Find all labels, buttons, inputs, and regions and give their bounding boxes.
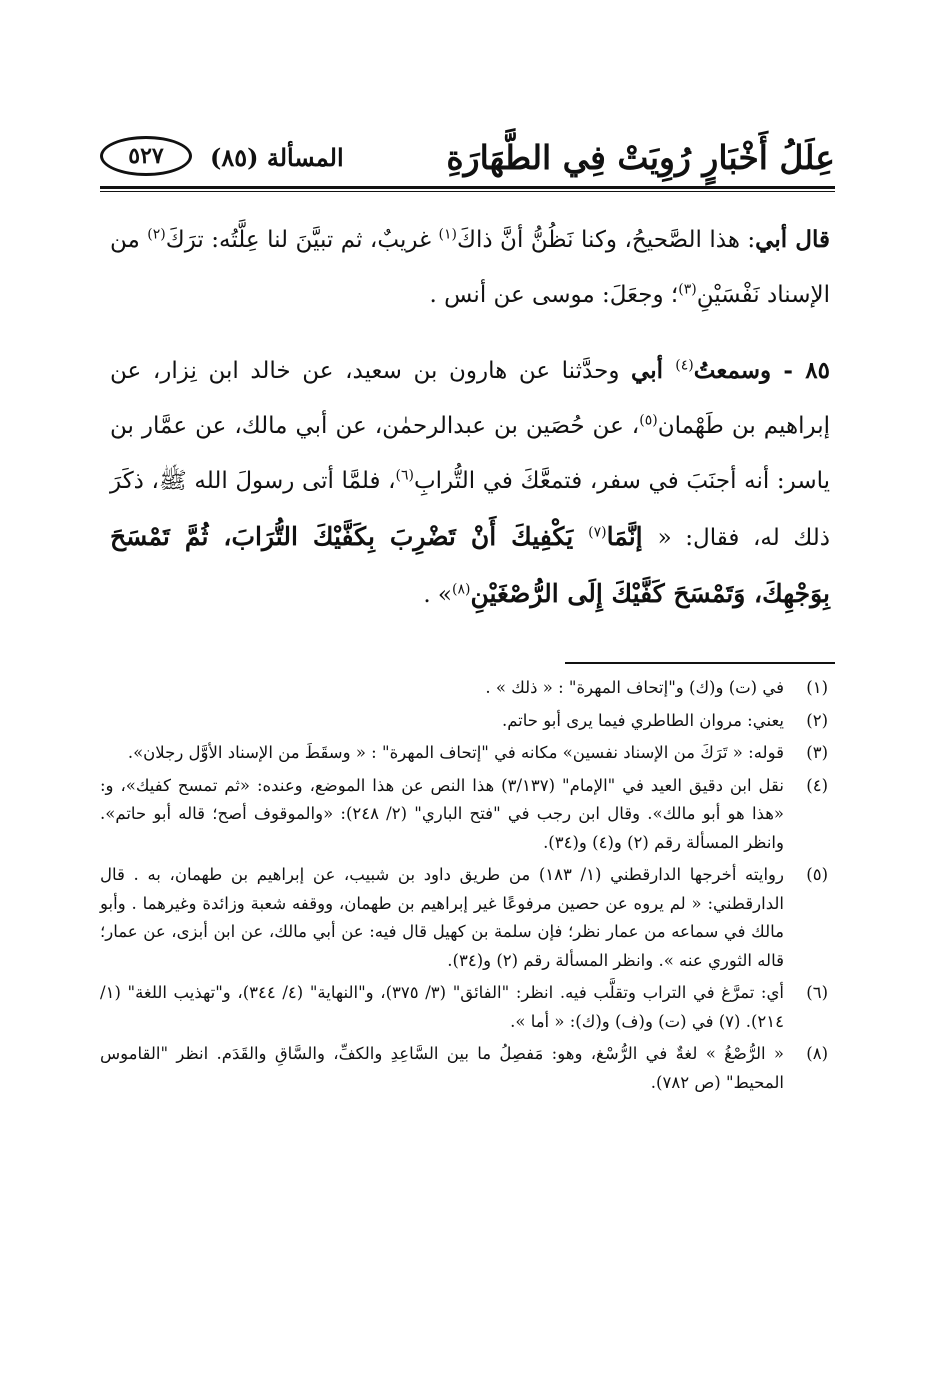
running-header [100, 134, 835, 186]
footnote-rule [565, 662, 835, 664]
paragraph-1-text: : هذا الصَّحيحُ، وكنا نَظُنُّ أنَّ ذاكَ [457, 227, 756, 253]
footnote-ref-5: (٥) [639, 412, 658, 429]
footnote-1 [100, 674, 828, 703]
paragraph-2-text: وحدَّثنا عن هارون بن سعيد، عن خالد ابن نِزار، عن إبراهيم بن طَهْمان [110, 358, 830, 439]
paragraph-2 [110, 343, 830, 623]
hadith-text-2: يَكْفِيكَ أَنْ تَضْرِبَ بِكَفَّيْكَ التُّرَابَ، ثُمَّ تَمْسَحَ بِوَجْهِكَ، وَتَمْسَحَ كَفَّيْكَ إِلَى الرُّصْغَيْنِ [110, 522, 830, 608]
issue-number-lead: ٨٥ - وسمعتُ [693, 357, 830, 384]
footnote-ref-4: (٤) [675, 357, 694, 374]
paragraph-1-lead: قال أبي [755, 226, 831, 253]
footnote-ref-3: (٣) [678, 281, 697, 298]
footnote-number: (٨) [806, 1044, 828, 1063]
issue-label: المسألة (٨٥) [210, 143, 344, 172]
paragraph-1-text-3: من الإسناد نَفْسَيْنِ [110, 227, 830, 308]
paragraph-1-text-4: ؛ وجعَلَ: موسى عن أنس . [429, 282, 679, 308]
footnote-text: نقل ابن دقيق العيد في "الإمام" (٣/١٣٧) هذا النص عن هذا الموضع، وعنده: «ثم تمسح كفيك»، و: «هذا هو أبو مالك». وقال ابن رجب في "فتح الباري" (٢/ ٢٤٨): «والموقوف أصح؛ قاله أبو حاتم». وانظر المسألة رقم (٢) و(٤) و(٣٤). [100, 775, 785, 852]
footnote-4 [100, 772, 828, 858]
footnote-text: قوله: « تَرَكَ من الإسناد نفسين» مكانه في "إتحاف المهرة" : « وسقَطَ من الإسناد الأوَّل رجلان». [127, 743, 784, 762]
footnote-number: (٢) [806, 710, 828, 730]
footnote-ref-7: (٧) [588, 524, 607, 541]
footnote-number: (٣) [806, 743, 828, 762]
footnote-number: (٤) [806, 775, 828, 795]
footnote-5 [100, 861, 828, 975]
paragraph-2-text-3: ، فلمَّا أتى رسولَ الله ﷺ، ذكَرَ ذلك له، فقال: « [110, 468, 830, 551]
main-text [110, 212, 830, 623]
footnotes [100, 674, 828, 1101]
footnote-6 [100, 979, 828, 1036]
paragraph-2-lead-2: أبي [631, 357, 676, 384]
footnote-3 [100, 739, 828, 768]
footnote-ref-2: (٢) [147, 226, 166, 243]
footnote-number: (٥) [806, 865, 828, 884]
footnote-2 [100, 707, 828, 736]
header-rule [100, 186, 835, 192]
hadith-text-1: إنَّمَا [606, 522, 658, 551]
footnote-ref-8: (٨) [452, 581, 471, 598]
footnote-text: في (ت) و(ك) و"إتحاف المهرة" : « ذلك » . [485, 678, 784, 697]
paragraph-1-text-2: غريبٌ، ثم تبيَّنَ لنا عِلَّتُه: ترَكَ [165, 227, 439, 253]
paragraph-2-text-2: ، عن حُصَين بن عبدالرحمٰن، عن أبي مالك، عن عمَّار بن ياسر: أنه أجنَبَ في سفر، فتمعَّكَ في التُّرابِ [110, 413, 830, 494]
footnote-number: (١) [806, 678, 828, 697]
paragraph-1 [110, 212, 830, 323]
footnote-text: أي: تمرَّغ في التراب وتقلَّب فيه. انظر: "الفائق" (٣/ ٣٧٥)، و"النهاية" (٤/ ٣٤٤)، و"تهذيب اللغة" (١/ ٢١٤). (٧) في (ت) و(ف) و(ك): « أما ». [100, 983, 784, 1031]
footnote-text: « الرُّصْغُ » لغةٌ في الرُّسْغ، وهو: مَفصِلُ ما بين السَّاعِدِ والكفِّ، والسَّاقِ والقَدَم. انظر "القاموس المحيط" (ص ٧٨٢). [100, 1044, 784, 1092]
footnote-text: روايته أخرجها الدارقطني (١/ ١٨٣) من طريق داود بن شبيب، عن إبراهيم بن طهمان، به . قال الدارقطني: « لم يروه عن حصين مرفوعًا غير إبراهيم بن طهمان، ووقفه شعبة وزائدة وغيرهما . وأبو مالك في سماعه من عمار نظر؛ فإن سلمة بن كهيل قال فيه: عن أبي مالك، عن ابن أبزى، عن عمار؛ قاله الثوري عنه ». وانظر المسألة رقم (٢) و(٣٤). [100, 865, 784, 970]
footnote-ref-1: (١) [438, 226, 457, 243]
footnote-8 [100, 1040, 828, 1097]
page-number: ٥٢٧ [100, 136, 192, 176]
paragraph-2-end: » . [423, 582, 453, 608]
footnote-ref-6: (٦) [395, 467, 415, 484]
footnote-number: (٦) [806, 983, 828, 1002]
book-title: عِلَلُ أَخْبَارٍ رُوِيَتْ فِي الطَّهَارَةِ [446, 138, 835, 177]
footnote-text: يعني: مروان الطاطري فيما يرى أبو حاتم. [501, 710, 784, 730]
